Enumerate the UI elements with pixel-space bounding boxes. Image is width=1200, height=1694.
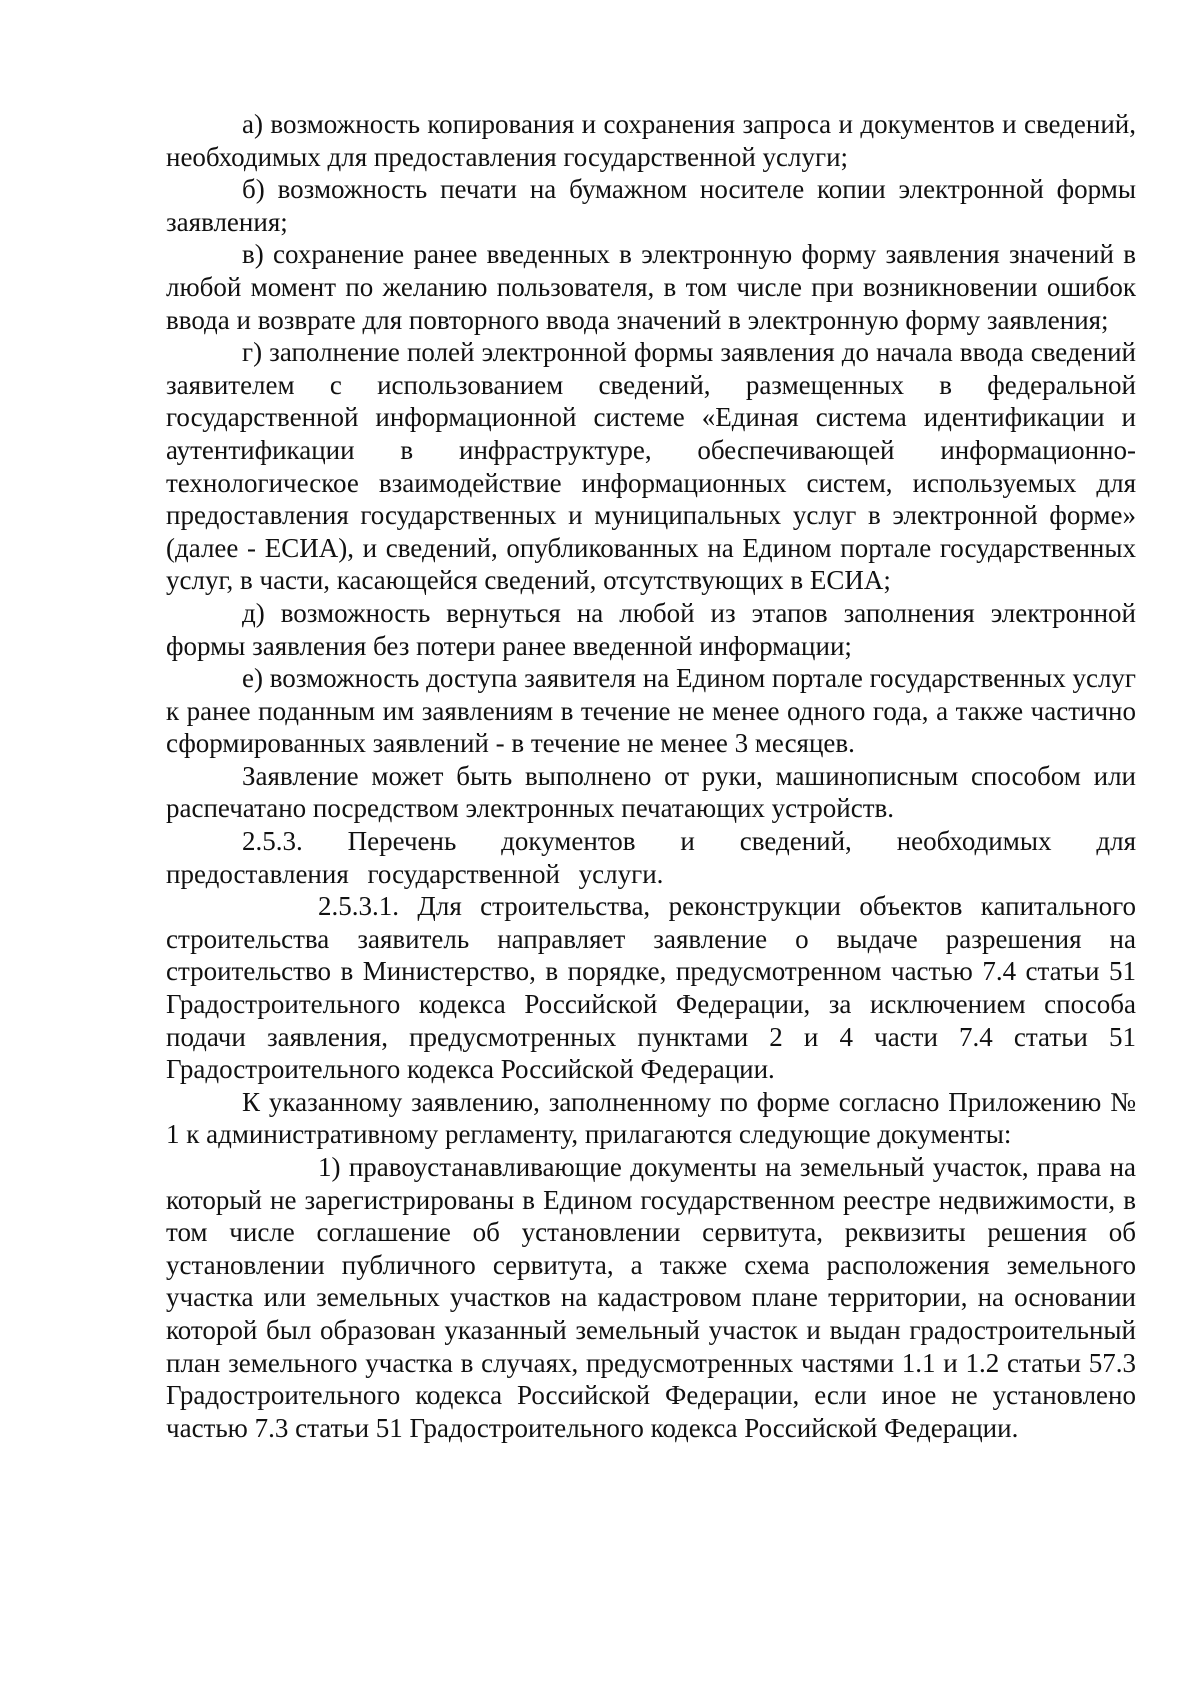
paragraph-d: д) возможность вернуться на любой из этапов заполнения электронной формы заявления без потери ранее введенной информации;	[166, 597, 1136, 661]
section-2-5-3-1-text: Для строительства, реконструкции объектов капитального строительства заявитель направляет заявление о выдаче разрешения на строительство в Министерство, в порядке, предусмотренном частью 7.4 статьи 51 Градостроительного кодекса Российской Федерации, за исключением способа подачи заявления, предусмотренных пунктами 2 и 4 части 7.4 статьи 51 Градостроительного кодекса Российской Федерации.	[166, 891, 1137, 1085]
paragraph-attachments-intro: К указанному заявлению, заполненному по форме согласно Приложению № 1 к административному регламенту, прилагаются следующие документы:	[166, 1086, 1136, 1150]
section-2-5-3-heading: 2.5.3. Перечень документов и сведений, необходимых для предоставления государственной услуги.	[166, 826, 1136, 889]
document-page	[166, 108, 1136, 1444]
item-number-2-5-3-1: 2.5.3.1.	[318, 891, 399, 922]
paragraph-application-form: Заявление может быть выполнено от руки, машинописным способом или распечатано посредством электронных печатающих устройств.	[166, 760, 1136, 824]
paragraph-e: е) возможность доступа заявителя на Едином портале государственных услуг к ранее поданным им заявлениям в течение не менее одного года, а также частично сформированных заявлений - в течение не менее 3 месяцев.	[166, 663, 1137, 759]
paragraph-g: г) заполнение полей электронной формы заявления до начала ввода сведений заявителем с использованием сведений, размещенных в федеральной государственной информационной системе «Единая система идентификации и аутентификации в инфраструктуре, обеспечивающей информационно-технологическое взаимодействие информационных систем, используемых для предоставления государственных и муниципальных услуг в электронной форме» (далее - ЕСИА), и сведений, опубликованных на Едином портале государственных услуг, в части, касающейся сведений, отсутствующих в ЕСИА;	[166, 337, 1136, 596]
paragraph-v: в) сохранение ранее введенных в электронную форму заявления значений в любой момент по желанию пользователя, в том числе при возникновении ошибок ввода и возврате для повторного ввода значений в электронную форму заявления;	[166, 239, 1136, 335]
paragraph-a: а) возможность копирования и сохранения запроса и документов и сведений, необходимых для предоставления государственной услуги;	[166, 109, 1136, 172]
list-item-1-text: правоустанавливающие документы на земельный участок, права на который не зарегистрированы в Едином государственном реестре недвижимости, в том числе соглашение об установлении сервитута, реквизиты решения об установлении публичного сервитута, а также схема расположения земельного участка или земельных участков на кадастровом плане территории, на основании которой был образован указанный земельный участок и выдан градостроительный план земельного участка в случаях, предусмотренных частями 1.1 и 1.2 статьи 57.3 Градостроительного кодекса Российской Федерации, если иное не установлено частью 7.3 статьи 51 Градостроительного кодекса Российской Федерации.	[166, 1152, 1136, 1443]
paragraph-b: б) возможность печати на бумажном носителе копии электронной формы заявления;	[166, 174, 1136, 237]
item-number-1: 1)	[318, 1152, 341, 1182]
section-2-5-3-1	[166, 890, 1136, 1086]
list-item-1	[166, 1151, 1136, 1444]
